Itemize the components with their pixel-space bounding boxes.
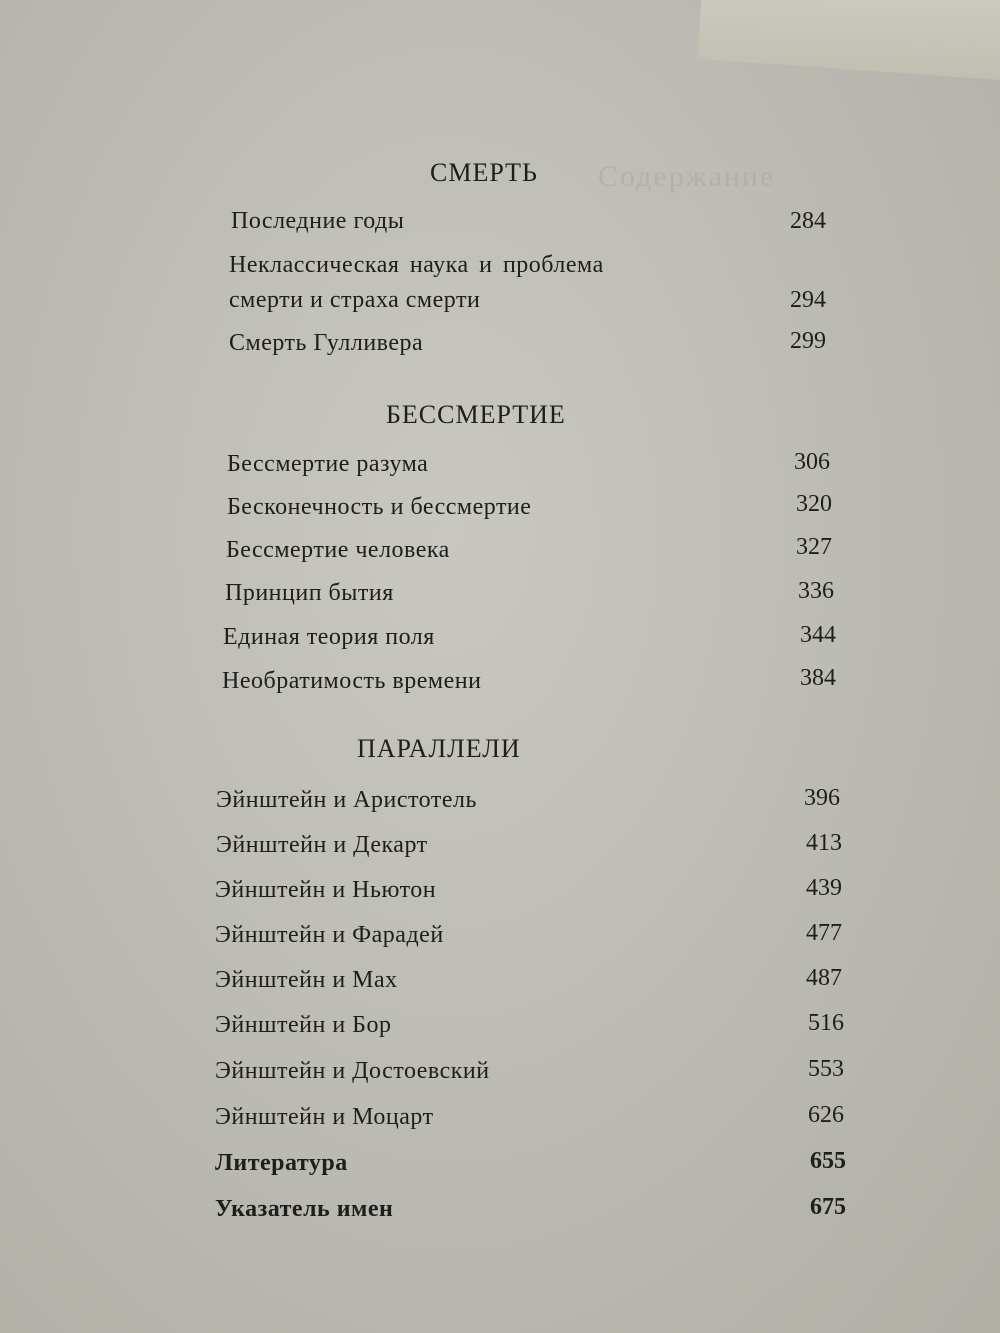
- toc-page-number: 477: [806, 920, 842, 946]
- toc-page-number: 626: [808, 1102, 844, 1128]
- toc-page-number: 553: [808, 1056, 844, 1082]
- toc-page-number: 655: [810, 1148, 846, 1174]
- section-title-parallels: ПАРАЛЛЕЛИ: [357, 734, 521, 763]
- toc-entry: Последние годы: [231, 208, 405, 234]
- toc-entry: Эйнштейн и Мах: [215, 967, 398, 993]
- page-edge: [697, 0, 1000, 81]
- toc-entry: Бессмертие разума: [227, 451, 429, 477]
- toc-entry-name-index: Указатель имен: [215, 1196, 394, 1222]
- toc-entry-literature: Литература: [215, 1150, 348, 1176]
- toc-page-number: 294: [790, 287, 826, 313]
- toc-entry: Эйнштейн и Аристотель: [216, 787, 477, 813]
- toc-page-number: 516: [808, 1010, 844, 1036]
- section-title-immortality: БЕССМЕРТИЕ: [386, 400, 566, 429]
- toc-entry: Эйнштейн и Моцарт: [215, 1104, 434, 1130]
- toc-entry: Неклассическая наука и проблема: [229, 252, 604, 278]
- toc-entry: Принцип бытия: [225, 580, 394, 606]
- section-title-death: СМЕРТЬ: [430, 158, 538, 187]
- toc-entry: Бессмертие человека: [226, 537, 450, 563]
- toc-entry: Эйнштейн и Декарт: [216, 832, 428, 858]
- toc-entry: Смерть Гулливера: [229, 330, 424, 356]
- toc-page-number: 384: [800, 665, 836, 691]
- toc-page-number: 344: [800, 622, 836, 648]
- toc-entry: Эйнштейн и Ньютон: [215, 877, 437, 903]
- toc-page-number: 299: [790, 328, 826, 354]
- toc-entry: Единая теория поля: [223, 624, 435, 650]
- toc-page-number: 675: [810, 1194, 846, 1220]
- toc-entry: Эйнштейн и Фарадей: [215, 922, 444, 948]
- toc-page-number: 413: [806, 830, 842, 856]
- toc-entry: Эйнштейн и Достоевский: [215, 1058, 490, 1084]
- toc-page-number: 284: [790, 208, 826, 234]
- toc-page-number: 396: [804, 785, 840, 811]
- toc-entry-continuation: смерти и страха смерти: [229, 287, 481, 313]
- toc-entry: Эйнштейн и Бор: [215, 1012, 392, 1038]
- toc-entry: Бесконечность и бессмертие: [227, 494, 532, 520]
- toc-page-number: 487: [806, 965, 842, 991]
- bleed-through-heading: Содержание: [598, 160, 776, 193]
- toc-entry: Необратимость времени: [222, 668, 482, 694]
- toc-page-number: 306: [794, 449, 830, 475]
- toc-page-number: 327: [796, 534, 832, 560]
- toc-page-number: 439: [806, 875, 842, 901]
- toc-page-number: 336: [798, 578, 834, 604]
- toc-page-number: 320: [796, 491, 832, 517]
